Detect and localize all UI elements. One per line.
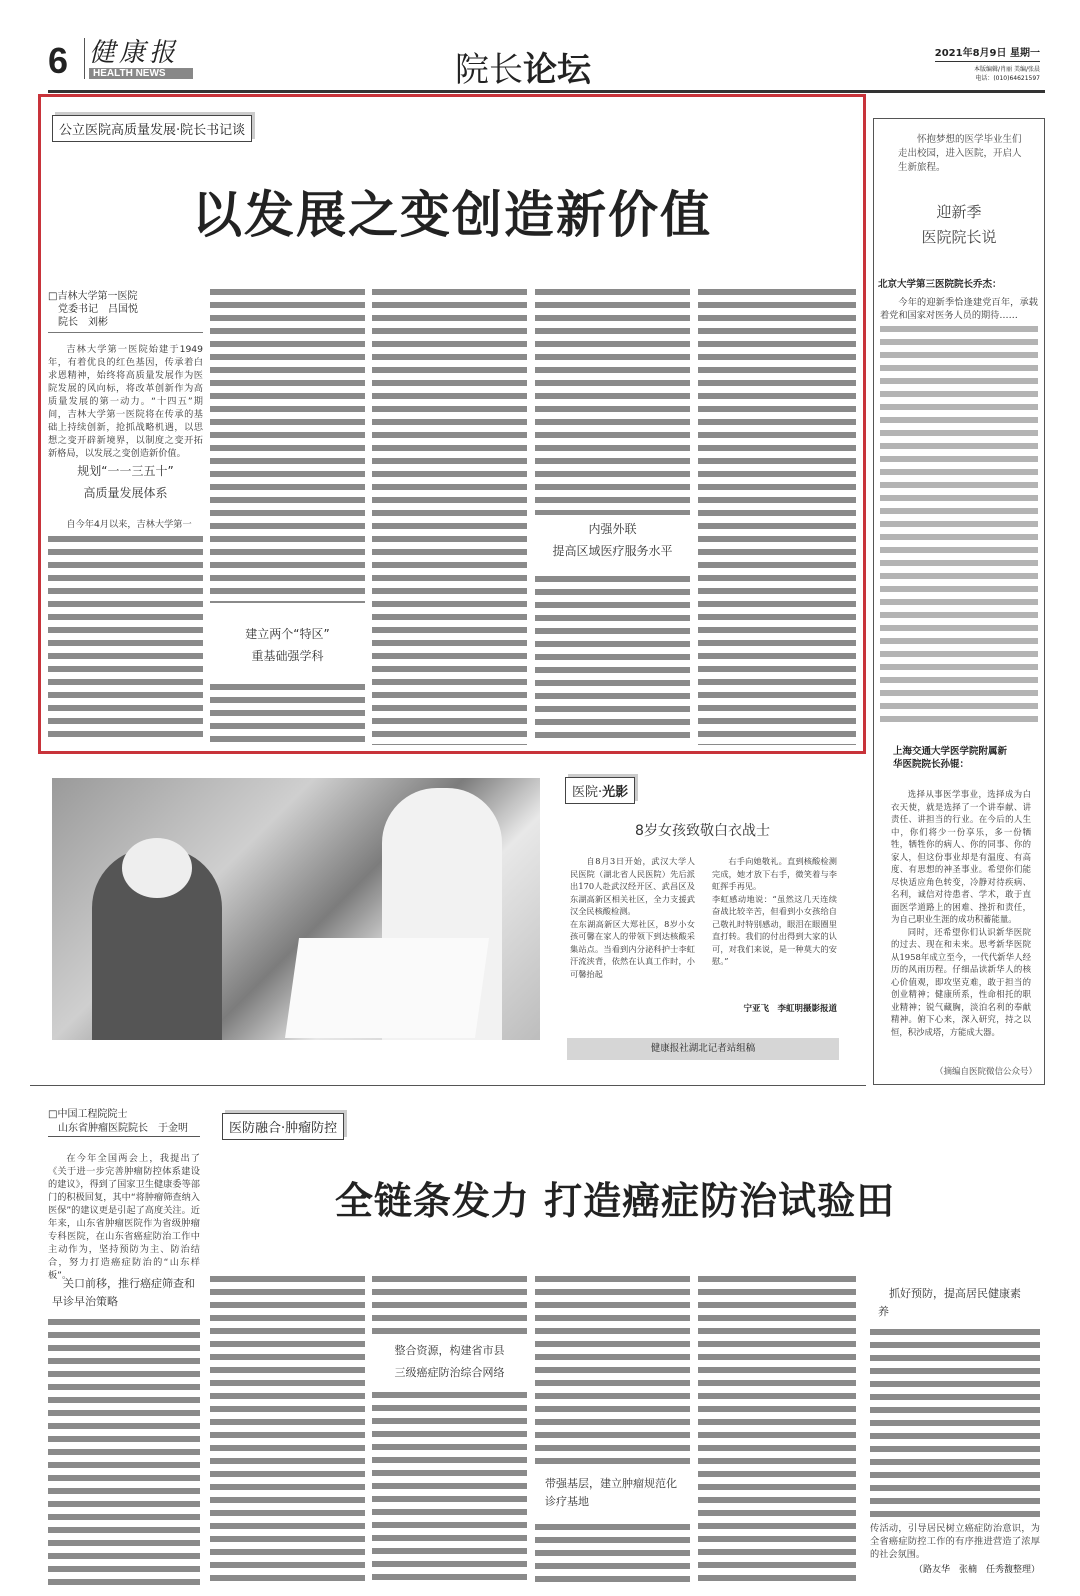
speaker-2: 上海交通大学医学院附属新华医院院长孙锟： (893, 746, 1008, 770)
cancer-byline (48, 1108, 200, 1137)
byline-line: 院长 刘彬 (58, 317, 108, 328)
feature-tag: 公立医院高质量发展·院长书记谈 (52, 115, 252, 142)
cancer-subhead-1: 关口前移，推行癌症筛查和早诊早治策略 (52, 1277, 195, 1308)
logo-en: HEALTH NEWS (89, 68, 193, 79)
subhead-line: 规划“一一三五十” (77, 464, 174, 478)
subhead-line: 三级癌症防治综合网络 (394, 1366, 505, 1379)
subhead-line: 提高区域医疗服务水平 (552, 544, 673, 558)
photo-story-headline: 8岁女孩致敬白衣战士 (635, 823, 770, 839)
subhead-line: 高质量发展体系 (83, 486, 168, 500)
subhead-line: 重基础强学科 (251, 649, 324, 663)
page-number: 6 (48, 40, 69, 81)
paragraph: 选择从事医学事业，选择成为白衣天使，就是选择了一个讲奉献、讲责任、讲担当的行业。在今后的人生中，你们将少一份享乐，多一份牺牲，牺牲你的病人、你的同事、你的家人，但这份事业却是有温度、有高度、有思想的神圣事业。希望你们能尽快适应角色转变，冷静对待疾病、名利，诚信对待患者、学术，敢于直面医学道路上的困难、挫折和责任，为自己职业生涯的成功积蓄能量。 (891, 789, 1031, 924)
header-rule (48, 90, 1045, 93)
sidebar-title-line: 迎新季 (936, 203, 982, 221)
paragraph: 同时，还希望你们认识新华医院的过去、现在和未来。思考新华医院从1958年成立至今，一代代新华人经历的风雨历程。仔细品读新华人的核心价值观，即攻坚克难，敢于担当的创业精神；健康所系，性命相托的职业精神；锐气藏胸，淡泊名利的奉献精神。俯下心来，深入研究，持之以恒，积沙成塔，方能成大器。 (891, 926, 1031, 1037)
editors: 本版编辑/肖丽 美编/张晨 (974, 66, 1040, 73)
section-divider (30, 1085, 866, 1086)
sidebar-source: （摘编自医院微信公众号） (934, 1067, 1037, 1077)
text-column (372, 1272, 527, 1334)
byline-line: 党委书记 吕国悦 (58, 304, 138, 315)
feature-lead: 吉林大学第一医院始建于1949年，有着优良的红色基因，传承着白求恩精神，始终将高质量发展作为医院发展的风向标，将改革创新作为高质量发展的第一动力。“十四五”期间，吉林大学第一医院将在传承的基础上持续创新，抢抓战略机遇，以思想之变开辟新境界，以制度之变开拓新格局，以发展之变创造新价值。 (48, 344, 203, 459)
subhead-line: 整合资源，构建省市县 (394, 1344, 505, 1357)
speaker-1: 北京大学第三医院院长乔杰： (878, 279, 1002, 290)
section-title-light: 院长 (455, 50, 523, 90)
text-column (210, 680, 365, 744)
text-column (698, 285, 856, 745)
cancer-closing: 传活动，引导居民树立癌症防治意识，为全省癌症防控工作的有序推进营造了浓厚的社会氛围。 (870, 1523, 1040, 1560)
cancer-headline: 全链条发力 打造癌症防治试验田 (334, 1179, 896, 1223)
cancer-subhead-2 (372, 1340, 527, 1384)
text-column (535, 1272, 690, 1467)
feature-headline: 以发展之变创造新价值 (192, 186, 712, 244)
speaker-2-text (891, 788, 1031, 1038)
issue-date: 2021年8月9日 星期一 (935, 44, 1040, 62)
logo-cn: 健康报 (89, 38, 180, 68)
text-column (870, 1325, 1040, 1520)
text-column (48, 532, 203, 744)
sidebar-title-line: 医院院长说 (921, 228, 997, 246)
byline-line: □吉林大学第一医院 (48, 291, 138, 302)
cancer-subhead-4: 抓好预防，提高居民健康素养 (878, 1287, 1021, 1318)
byline-line: □中国工程院院士 (48, 1109, 128, 1120)
photo-credit: 宁亚飞 李虹明摄影报道 (743, 1004, 837, 1014)
text-column (210, 1272, 365, 1587)
text-column (535, 285, 690, 515)
feature-subhead-2 (210, 623, 365, 667)
text-column (372, 285, 527, 745)
newspaper-logo (84, 38, 193, 79)
text-column (210, 285, 365, 603)
sidebar-title (873, 200, 1045, 250)
text-column (880, 322, 1038, 727)
text-column (372, 1388, 527, 1587)
text-column (535, 572, 690, 744)
feature-subhead-3 (535, 518, 690, 562)
photo-girl-saluting-medic (52, 778, 540, 1040)
byline-line: 山东省肿瘤医院院长 于金明 (58, 1123, 188, 1134)
subhead-line: 建立两个“特区” (245, 627, 330, 641)
speaker-1-text: 今年的迎新季恰逢建党百年，承载着党和国家对医务人员的期待…… (880, 297, 1038, 321)
cancer-tag: 医防融合·肿瘤防控 (222, 1113, 344, 1140)
feature-para-2: 自今年4月以来，吉林大学第一 (66, 519, 192, 530)
tag-bold: 光影 (602, 785, 629, 800)
cancer-credit: （路友华 张楠 任秀馥整理） (913, 1565, 1040, 1575)
photo-story-bar: 健康报社湖北记者站组稿 (567, 1038, 839, 1060)
section-title-bold: 论坛 (523, 50, 591, 90)
feature-byline (48, 290, 203, 333)
photo-story-tag (565, 777, 635, 804)
cancer-lead: 在今年全国两会上，我提出了《关于进一步完善肿瘤防控体系建设的建议》，得到了国家卫生健康委等部门的积极回复，其中“将肿瘤筛查纳入医保”的建议更是引起了高度关注。近年来，山东省肿瘤医院作为省级肿瘤专科医院，在山东省癌症防治工作中主动作为，坚持预防为主、防治结合，努力打造癌症防治的“山东样板”。 (48, 1153, 200, 1281)
cancer-subhead-3: 带强基层，建立肿瘤规范化诊疗基地 (545, 1477, 677, 1508)
photo-story-col-1: 自8月3日开始，武汉大学人民医院（湖北省人民医院）先后派出170人赴武汉经开区、武昌区及东湖高新区相关社区，全力支援武汉全民核酸检测。 在东湖高新区大郑社区，8岁小女孩可馨在家人的带领下到达核酸采集站点。当看到内分泌科护士李虹汗流浃背，依然在认真工作时，小可馨抬起 (570, 856, 695, 979)
text-column (48, 1315, 200, 1587)
issue-info (935, 44, 1040, 82)
section-title (455, 42, 591, 91)
sidebar-intro: 怀抱梦想的医学毕业生们走出校园，进入医院，开启人生新旅程。 (898, 134, 1022, 173)
text-column (535, 1520, 690, 1587)
tag-light: 医院· (572, 785, 603, 800)
text-column (698, 1272, 856, 1587)
phone: 电话：(010)64621597 (975, 75, 1040, 82)
photo-story-col-2: 右手向她敬礼。直到核酸检测完成，她才放下右手，微笑着与李虹挥手再见。 李虹感动地说：“虽然这几天连续奋战比较辛苦，但看到小女孩给自己敬礼时特别感动，眼泪在眼圈里直打转。我们的付出得到大家的认可，对我们来说，是一种莫大的安慰。” (712, 856, 837, 966)
subhead-line: 内强外联 (588, 522, 637, 536)
feature-subhead-1 (48, 460, 203, 504)
